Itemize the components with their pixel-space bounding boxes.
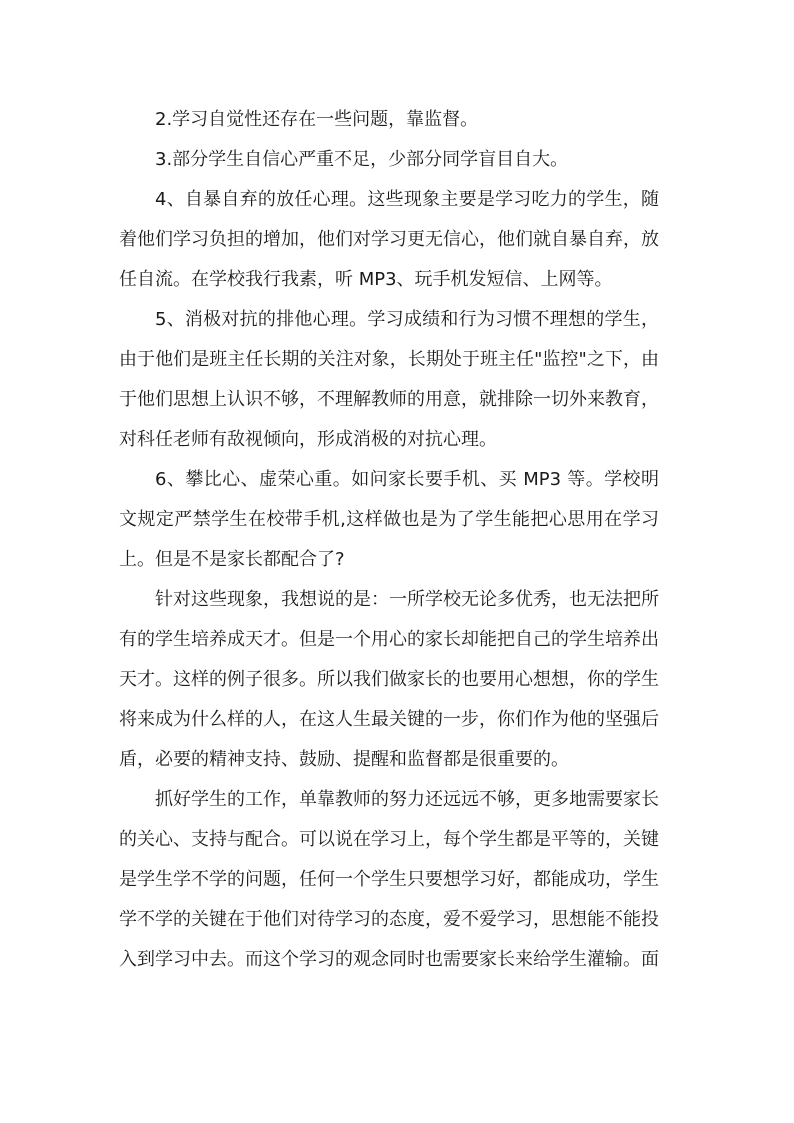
paragraph-point-2: 2.学习自觉性还存在一些问题，靠监督。 <box>155 109 479 130</box>
paragraph-response: 针对这些现象，我想说的是：一所学校无论多优秀，也无法把所有的学生培养成天才。但是一个用心的家长却能把自己的学生培养出天才。这样的例子很多。所以我们做家长的也要用心想想，你的学生将来成为什么样的人，在这人生最关键的一步，你们作为他的坚强后盾，必要的精神支持、鼓励、提醒和监督都是很重要的。 <box>119 589 659 770</box>
document-body <box>119 100 659 980</box>
paragraph-point-6: 6、攀比心、虚荣心重。如问家长要手机、买 MP3 等。学校明文规定严禁学生在校带手机,这样做也是为了学生能把心思用在学习上。但是不是家长都配合了? <box>119 469 659 570</box>
paragraph-point-5: 5、消极对抗的排他心理。学习成绩和行为习惯不理想的学生，由于他们是班主任长期的关注对象，长期处于班主任"监控"之下，由于他们思想上认识不够，不理解教师的用意，就排除一切外来教育，对科任老师有敌视倾向，形成消极的对抗心理。 <box>119 309 659 450</box>
paragraph-point-4: 4、自暴自弃的放任心理。这些现象主要是学习吃力的学生，随着他们学习负担的增加，他们对学习更无信心，他们就自暴自弃，放任自流。在学校我行我素，听 MP3、玩手机发短信、上网等。 <box>119 189 659 290</box>
paragraph-point-3: 3.部分学生自信心严重不足，少部分同学盲目自大。 <box>155 149 569 170</box>
paragraph-parent-cooperation: 抓好学生的工作，单靠教师的努力还远远不够，更多地需要家长的关心、支持与配合。可以说在学习上，每个学生都是平等的，关键是学生学不学的问题，任何一个学生只要想学习好，都能成功，学生学不学的关键在于他们对待学习的态度，爱不爱学习，思想能不能投入到学习中去。而这个学习的观念同时也需要家长来给学生灌输。面 <box>119 789 659 970</box>
